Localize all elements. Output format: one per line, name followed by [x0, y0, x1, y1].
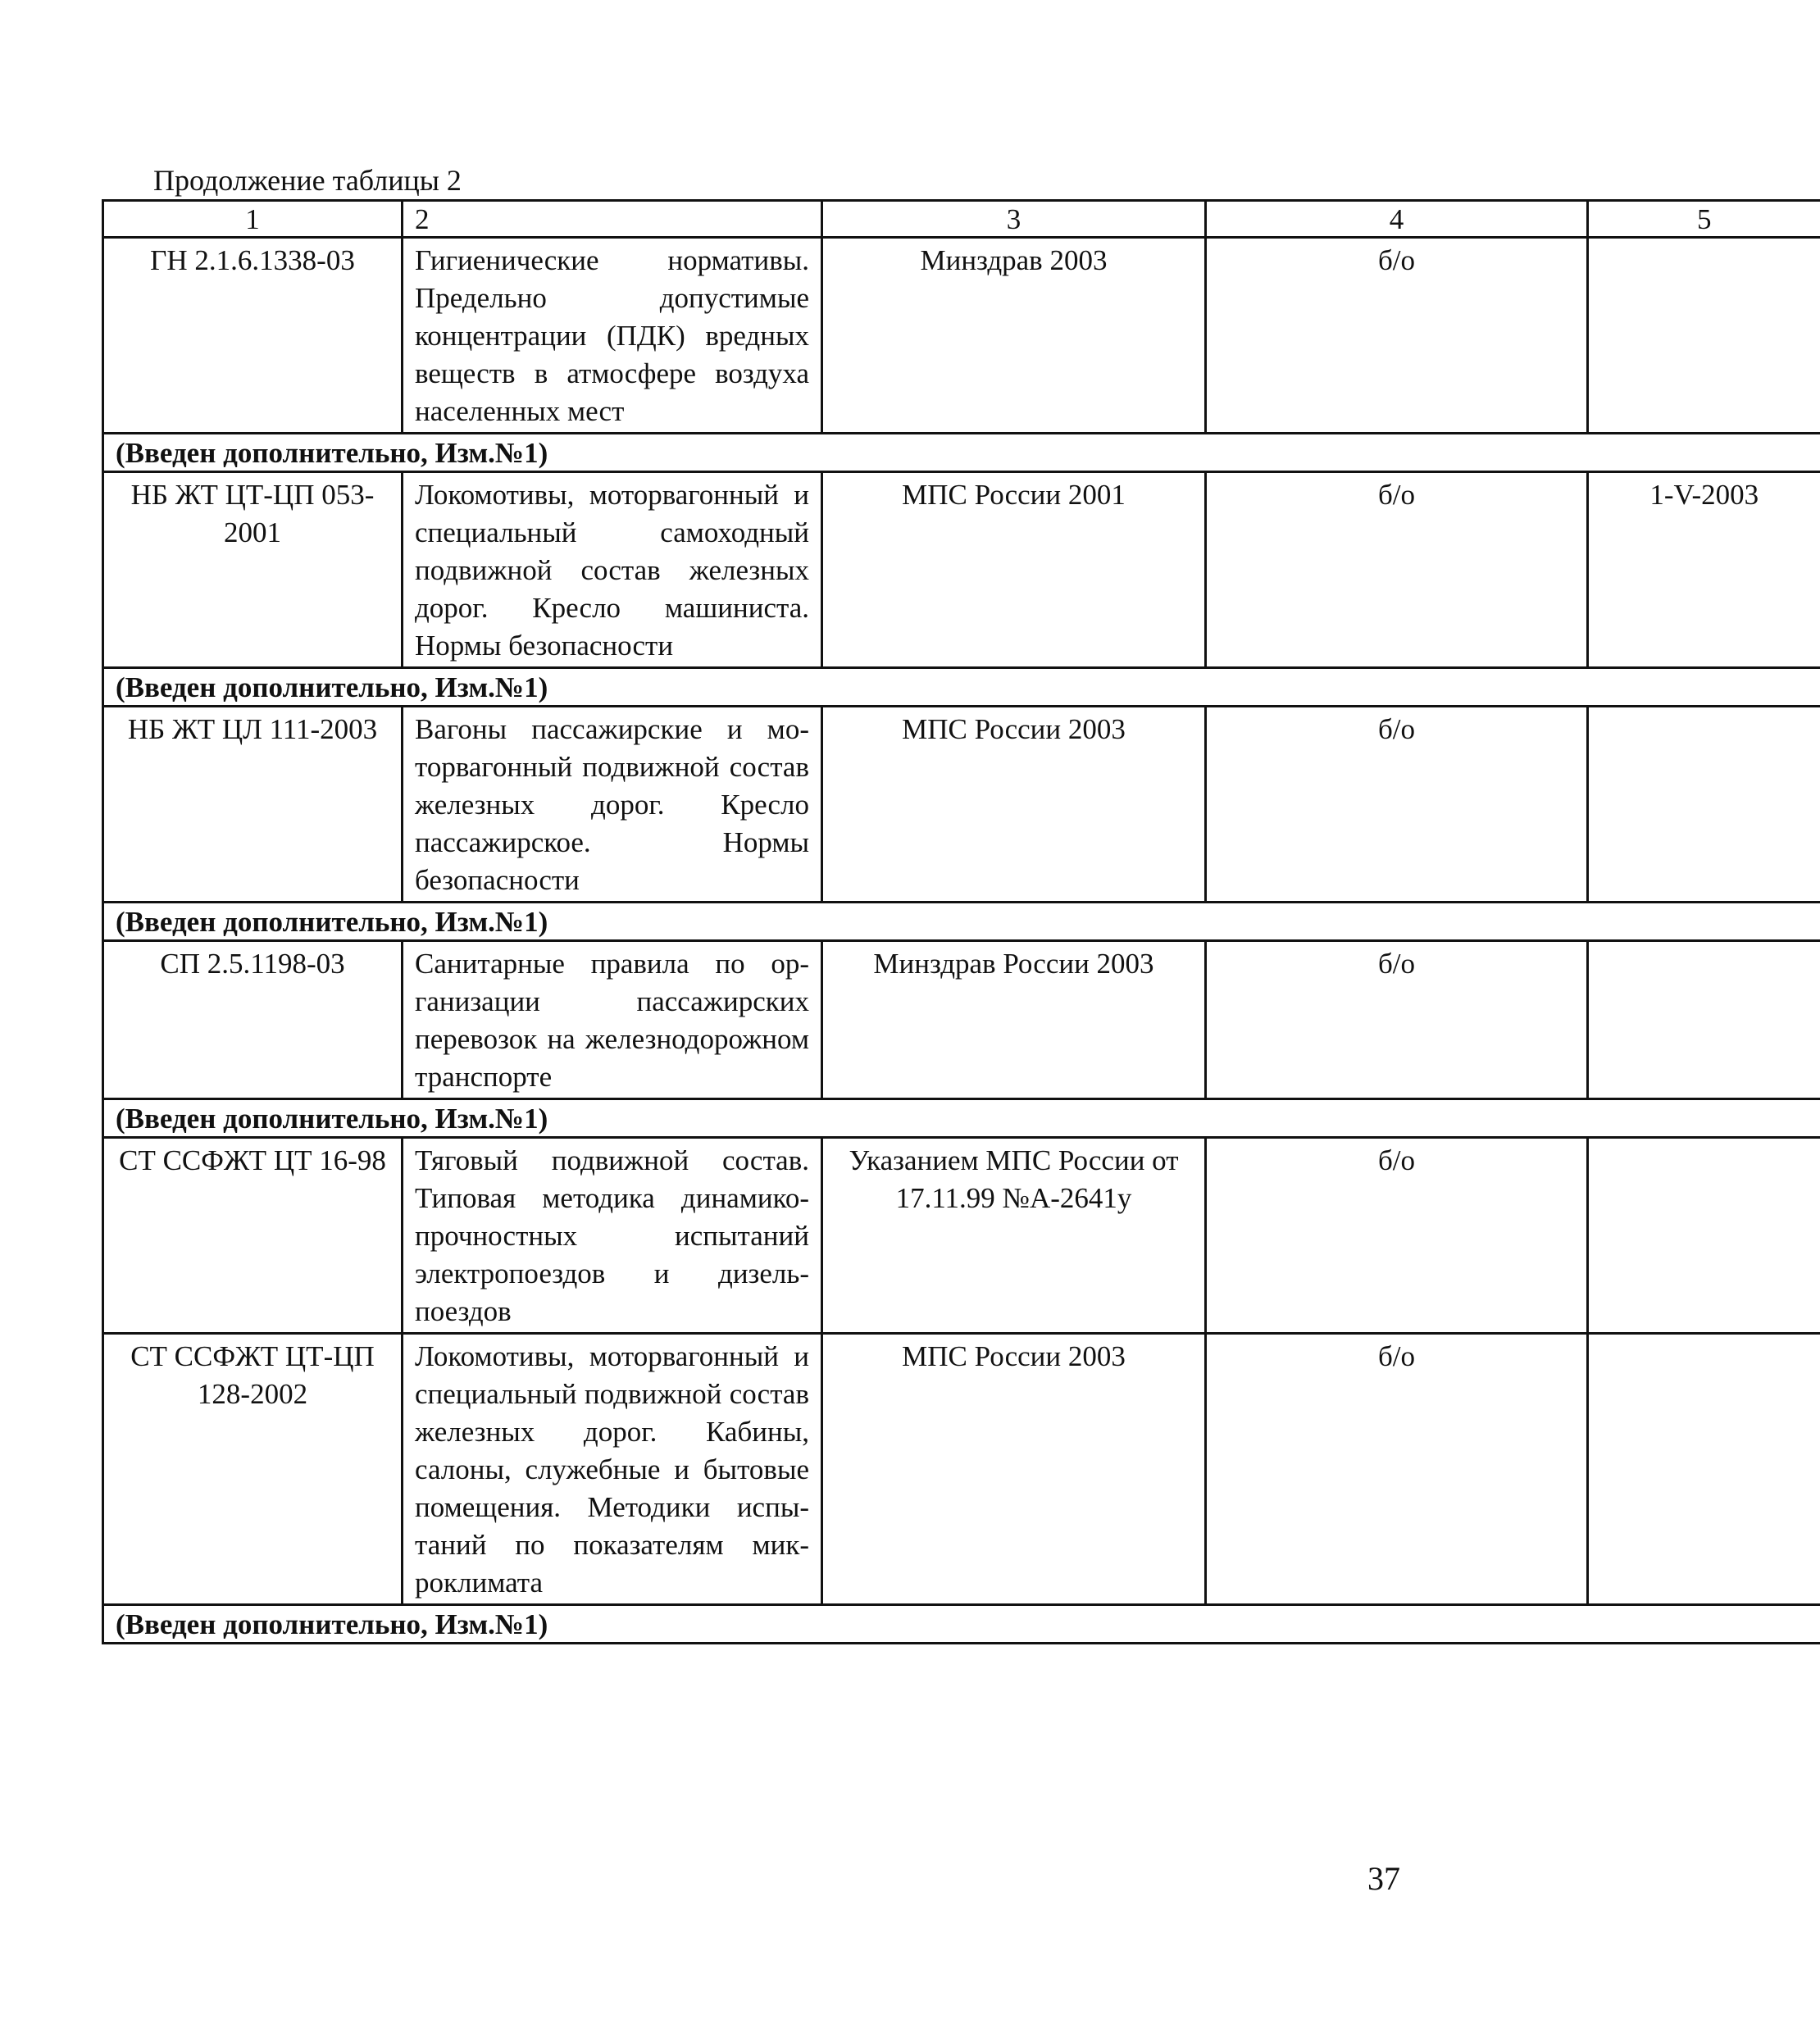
issuer-cell: МПС России 2001 — [822, 472, 1206, 668]
document-title-cell: Гигиенические нормативы. Предельно допустимые концентрации (ПДК) вредных веществ в атмосфере воздуха населенных мест — [403, 238, 822, 434]
table-row — [103, 238, 1820, 434]
table-row — [103, 941, 1820, 1099]
issuer-cell: Указанием МПС России от 17.11.99 №А-2641у — [822, 1138, 1206, 1334]
table-caption: Продолжение таблицы 2 — [153, 164, 462, 197]
table-row — [103, 1138, 1820, 1334]
document-title-cell: Локомотивы, моторвагонный и специальный самоходный подвижной состав железных дорог. Кресло машиниста. Нормы безопасности — [403, 472, 822, 668]
amendment-note: (Введен дополнительно, Изм.№1) — [103, 1605, 1820, 1644]
header-cell-4: 4 — [1206, 201, 1588, 238]
effective-date-cell — [1588, 1334, 1820, 1605]
amendment-note: (Введен дополнительно, Изм.№1) — [103, 434, 1820, 472]
amendment-note-row — [103, 1605, 1820, 1644]
amendment-note-row — [103, 903, 1820, 941]
amendment-note-row — [103, 1099, 1820, 1138]
effective-date-cell — [1588, 238, 1820, 434]
page-number: 37 — [1367, 1860, 1400, 1897]
table-row — [103, 707, 1820, 903]
effective-date-cell — [1588, 941, 1820, 1099]
standards-table — [102, 199, 1820, 1644]
document-code-cell: СП 2.5.1198-03 — [103, 941, 403, 1099]
document-code-cell: СТ ССФЖТ ЦТ-ЦП 128-2002 — [103, 1334, 403, 1605]
document-title-cell: Санитарные правила по организации пассажирских перевозок на железнодорожном транспорте — [403, 941, 822, 1099]
mark-cell: б/о — [1206, 472, 1588, 668]
document-title-cell: Тяговый подвижной состав. Типовая методика динамико-прочностных испытаний электропоездов и дизель-поездов — [403, 1138, 822, 1334]
amendment-note-row — [103, 434, 1820, 472]
document-title-cell: Вагоны пассажирские и моторвагонный подвижной состав железных дорог. Кресло пассажирское. Нормы безопасности — [403, 707, 822, 903]
effective-date-cell — [1588, 1138, 1820, 1334]
document-code-cell: ГН 2.1.6.1338-03 — [103, 238, 403, 434]
issuer-cell: МПС России 2003 — [822, 1334, 1206, 1605]
document-code-cell: НБ ЖТ ЦТ-ЦП 053-2001 — [103, 472, 403, 668]
effective-date-cell — [1588, 707, 1820, 903]
table-header-row — [103, 201, 1820, 238]
mark-cell: б/о — [1206, 1138, 1588, 1334]
mark-cell: б/о — [1206, 707, 1588, 903]
table-row — [103, 1334, 1820, 1605]
header-cell-2: 2 — [403, 201, 822, 238]
effective-date-cell: 1-V-2003 — [1588, 472, 1820, 668]
standards-table-container — [102, 199, 1759, 1644]
amendment-note: (Введен дополнительно, Изм.№1) — [103, 668, 1820, 707]
amendment-note-row — [103, 668, 1820, 707]
amendment-note: (Введен дополнительно, Изм.№1) — [103, 1099, 1820, 1138]
mark-cell: б/о — [1206, 941, 1588, 1099]
issuer-cell: Минздрав 2003 — [822, 238, 1206, 434]
amendment-note: (Введен дополнительно, Изм.№1) — [103, 903, 1820, 941]
mark-cell: б/о — [1206, 1334, 1588, 1605]
table-row — [103, 472, 1820, 668]
document-code-cell: НБ ЖТ ЦЛ 111-2003 — [103, 707, 403, 903]
header-cell-1: 1 — [103, 201, 403, 238]
header-cell-5: 5 — [1588, 201, 1820, 238]
document-title-cell: Локомотивы, моторвагонный и специальный подвижной состав железных дорог. Кабины, салоны, служебные и бытовые помещения. Методики испытаний по показателям микроклимата — [403, 1334, 822, 1605]
document-code-cell: СТ ССФЖТ ЦТ 16-98 — [103, 1138, 403, 1334]
issuer-cell: МПС России 2003 — [822, 707, 1206, 903]
header-cell-3: 3 — [822, 201, 1206, 238]
mark-cell: б/о — [1206, 238, 1588, 434]
issuer-cell: Минздрав России 2003 — [822, 941, 1206, 1099]
